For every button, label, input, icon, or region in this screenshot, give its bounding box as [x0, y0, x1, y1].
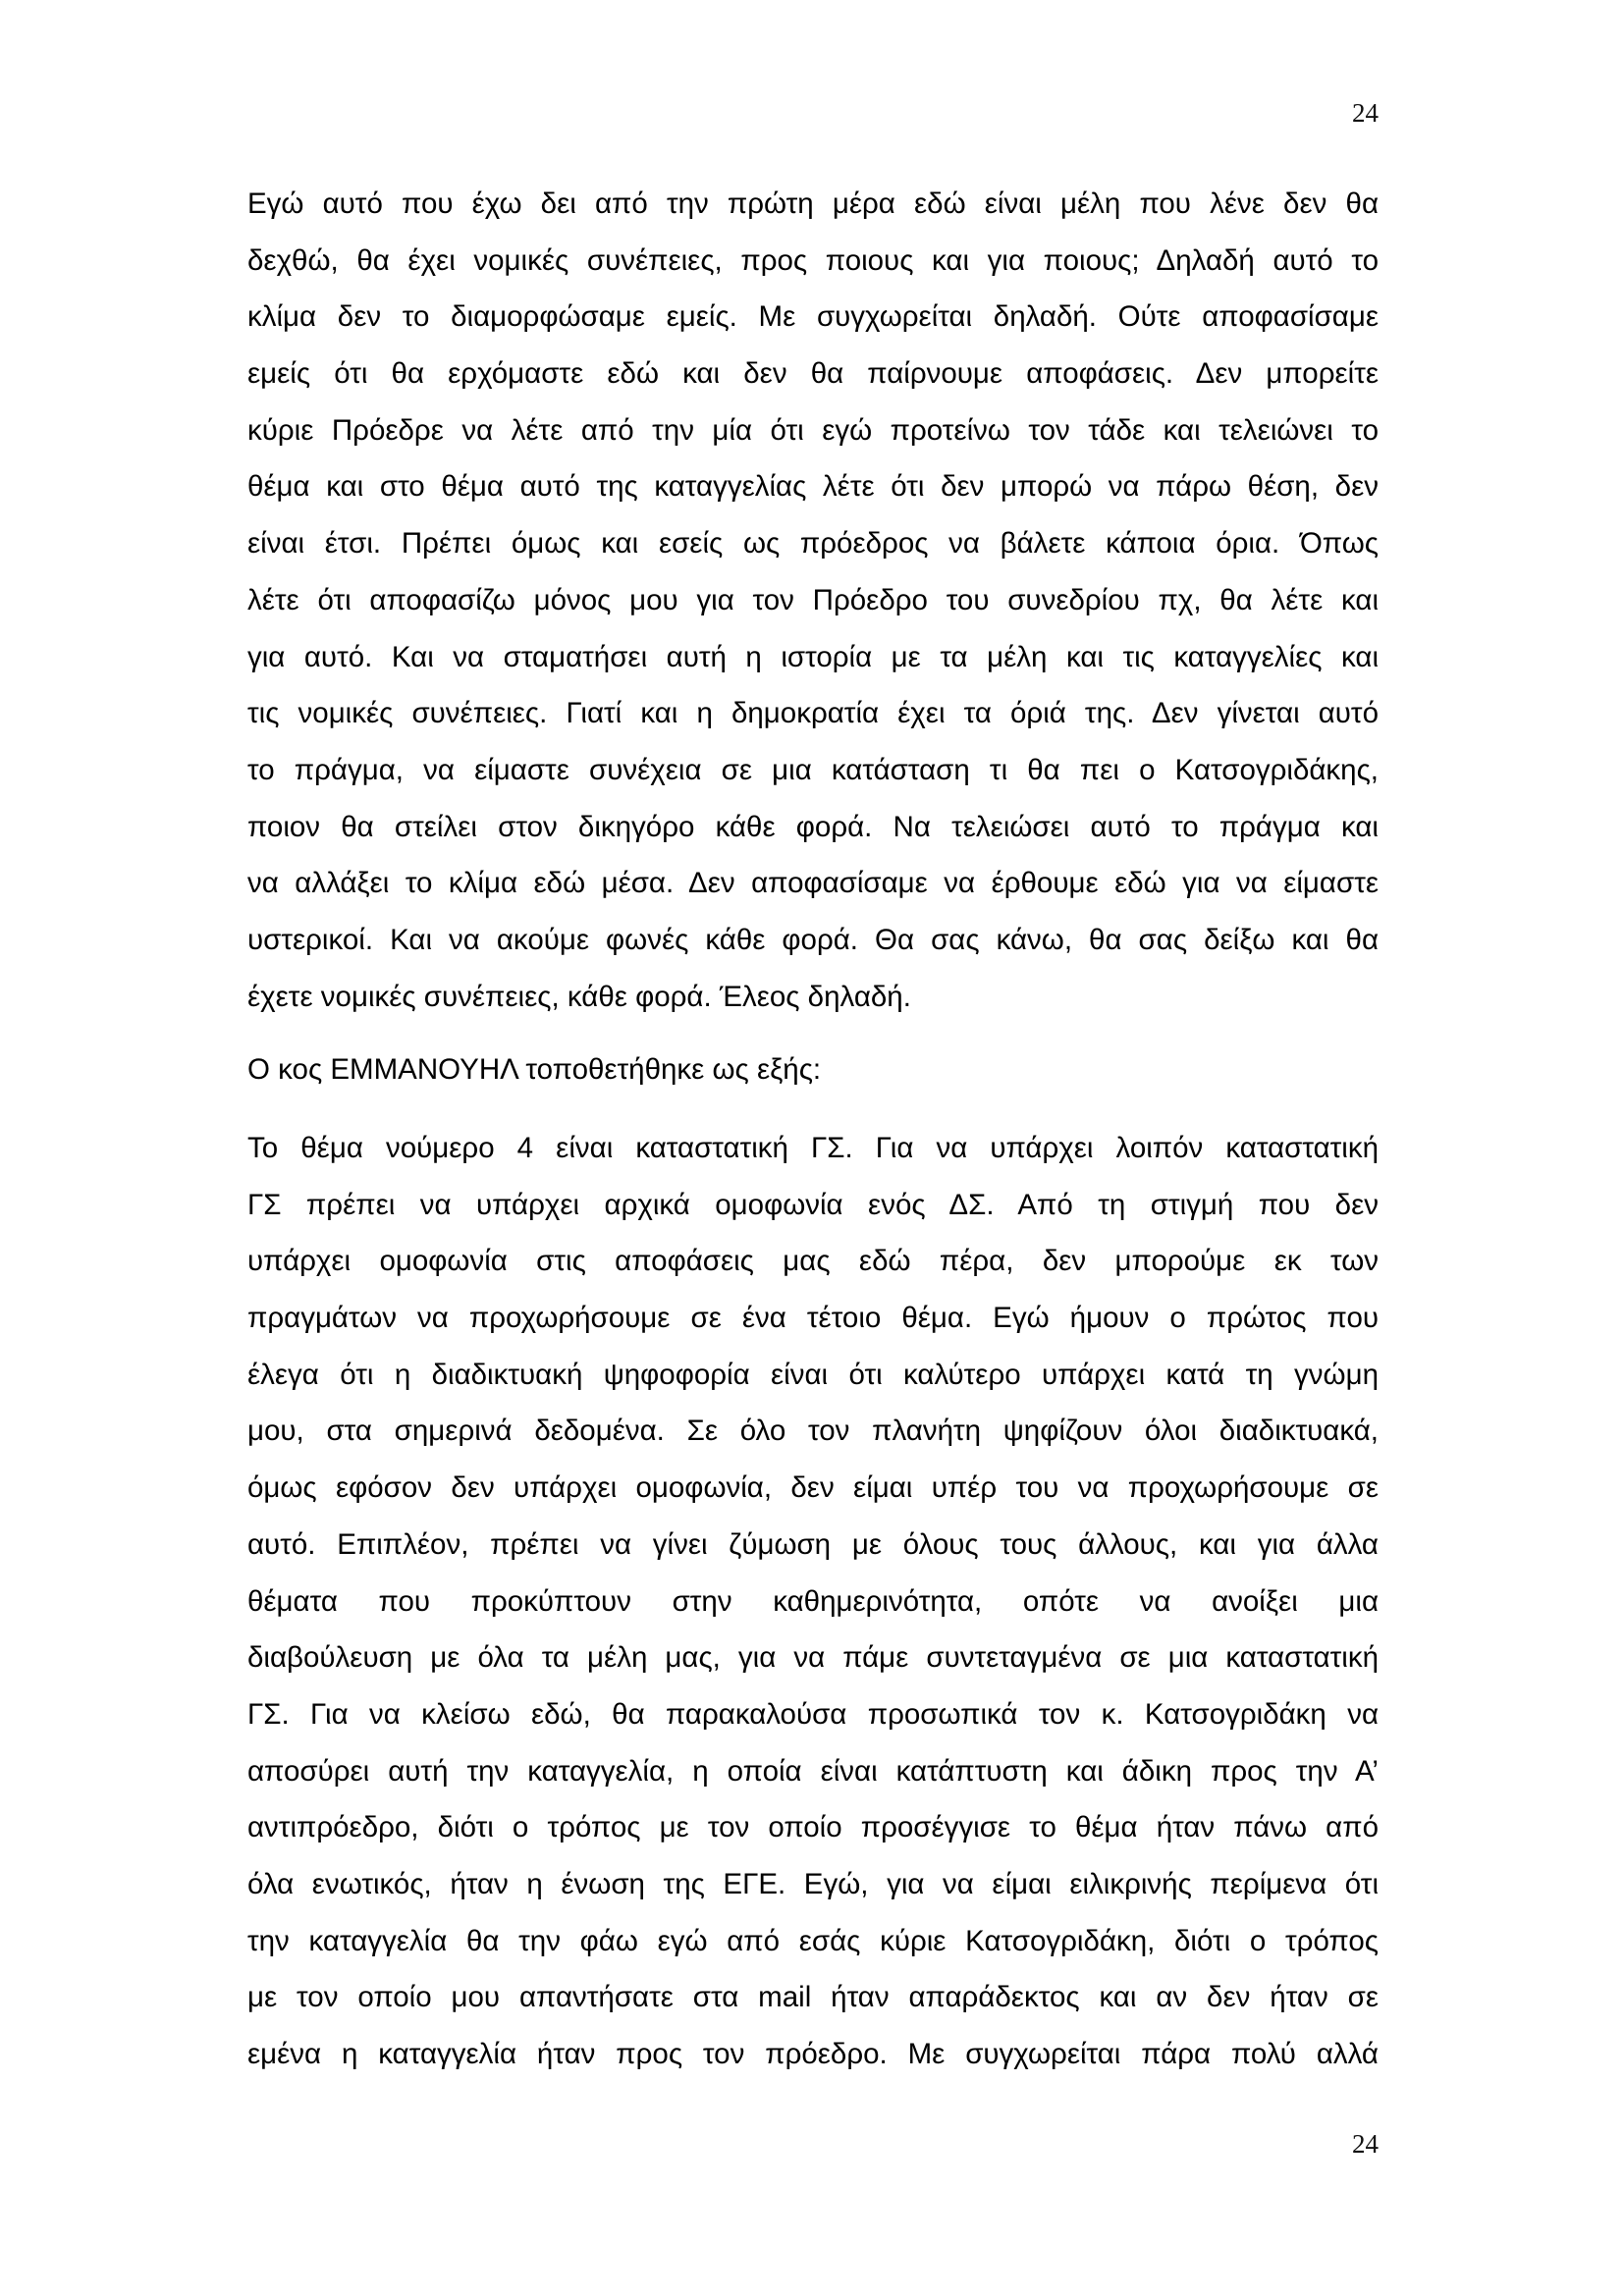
text-line: υστερικοί. Και να ακούμε φωνές κάθε φορά. Θα σας κάνω, θα σας δείξω και θα — [247, 923, 1379, 956]
text-line: έλεγα ότι η διαδικτυακή ψηφοφορία είναι ότι καλύτερο υπάρχει κατά τη γνώμη — [247, 1358, 1379, 1391]
text-line: Εγώ αυτό που έχω δει από την πρώτη μέρα εδώ είναι μέλη που λένε δεν θα — [247, 187, 1379, 220]
text-line: δεχθώ, θα έχει νομικές συνέπειες, προς ποιους και για ποιους; Δηλαδή αυτό το — [247, 243, 1379, 277]
text-line: αυτό. Επιπλέον, πρέπει να γίνει ζύμωση με όλους τους άλλους, και για άλλα — [247, 1527, 1379, 1561]
text-line: έχετε νομικές συνέπειες, κάθε φορά. Έλεος δηλαδή. — [247, 980, 911, 1013]
page-number-footer: 24 — [1352, 2129, 1379, 2159]
text-line: διαβούλευση με όλα τα μέλη μας, για να πάμε συντεταγμένα σε μια καταστατική — [247, 1641, 1379, 1675]
text-line: κλίμα δεν το διαμορφώσαμε εμείς. Με συγχωρείται δηλαδή. Ούτε αποφασίσαμε — [247, 300, 1379, 334]
text-line: όμως εφόσον δεν υπάρχει ομοφωνία, δεν είμαι υπέρ του να προχωρήσουμε σε — [247, 1471, 1379, 1505]
speaker-heading-text: Ο κος ΕΜΜΑΝΟΥΗΛ τοποθετήθηκε ως εξής: — [247, 1053, 822, 1086]
text-line: το πράγμα, να είμαστε συνέχεια σε μια κατάσταση τι θα πει ο Κατσογριδάκης, — [247, 753, 1379, 786]
text-line: με τον οποίο μου απαντήσατε στα mail ήταν απαράδεκτος και αν δεν ήταν σε — [247, 1981, 1379, 2014]
text-line: ποιον θα στείλει στον δικηγόρο κάθε φορά. Να τελειώσει αυτό το πράγμα και — [247, 810, 1379, 843]
page-number-header: 24 — [1352, 98, 1379, 128]
text-line: θέματα που προκύπτουν στην καθημερινότητα, οπότε να ανοίξει μια — [247, 1584, 1379, 1618]
text-line: λέτε ότι αποφασίζω μόνος μου για τον Πρόεδρο του συνεδρίου πχ, θα λέτε και — [247, 583, 1379, 616]
text-line: για αυτό. Και να σταματήσει αυτή η ιστορία με τα μέλη και τις καταγγελίες και — [247, 640, 1379, 673]
text-line: ΓΣ. Για να κλείσω εδώ, θα παρακαλούσα προσωπικά τον κ. Κατσογριδάκη να — [247, 1697, 1379, 1731]
text-line: Το θέμα νούμερο 4 είναι καταστατική ΓΣ. Για να υπάρχει λοιπόν καταστατική — [247, 1132, 1379, 1164]
text-line: ΓΣ πρέπει να υπάρχει αρχικά ομοφωνία ενός ΔΣ. Από τη στιγμή που δεν — [247, 1188, 1379, 1221]
speaker-heading — [247, 1041, 1379, 1098]
text-line: είναι έτσι. Πρέπει όμως και εσείς ως πρόεδρος να βάλετε κάποια όρια. Όπως — [247, 527, 1379, 561]
text-line: αντιπρόεδρο, διότι ο τρόπος με τον οποίο προσέγγισε το θέμα ήταν πάνω από — [247, 1811, 1379, 1844]
text-line: τις νομικές συνέπειες. Γιατί και η δημοκρατία έχει τα όριά της. Δεν γίνεται αυτό — [247, 697, 1379, 730]
text-line: θέμα και στο θέμα αυτό της καταγγελίας λέτε ότι δεν μπορώ να πάρω θέση, δεν — [247, 470, 1379, 504]
text-line: πραγμάτων να προχωρήσουμε σε ένα τέτοιο θέμα. Εγώ ήμουν ο πρώτος που — [247, 1302, 1379, 1335]
text-line: να αλλάξει το κλίμα εδώ μέσα. Δεν αποφασίσαμε να έρθουμε εδώ για να είμαστε — [247, 867, 1379, 900]
text-line: την καταγγελία θα την φάω εγώ από εσάς κύριε Κατσογριδάκη, διότι ο τρόπος — [247, 1924, 1379, 1957]
text-line: κύριε Πρόεδρε να λέτε από την μία ότι εγώ προτείνω τον τάδε και τελειώνει το — [247, 413, 1379, 447]
text-line: αποσύρει αυτή την καταγγελία, η οποία είναι κατάπτυστη και άδικη προς την Α’ — [247, 1754, 1379, 1788]
paragraph-speech-1 — [247, 176, 1379, 1025]
text-line: όλα ενωτικός, ήταν η ένωση της ΕΓΕ. Εγώ, για να είμαι ειλικρινής περίμενα ότι — [247, 1867, 1379, 1900]
text-line: εμένα η καταγγελία ήταν προς τον πρόεδρο. Με συγχωρείται πάρα πολύ αλλά — [247, 2038, 1379, 2070]
text-line: μου, στα σημερινά δεδομένα. Σε όλο τον πλανήτη ψηφίζουν όλοι διαδικτυακά, — [247, 1415, 1379, 1448]
paragraph-speech-2 — [247, 1120, 1379, 2083]
text-line: εμείς ότι θα ερχόμαστε εδώ και δεν θα παίρνουμε αποφάσεις. Δεν μπορείτε — [247, 357, 1379, 391]
text-line: υπάρχει ομοφωνία στις αποφάσεις μας εδώ πέρα, δεν μπορούμε εκ των — [247, 1245, 1379, 1278]
